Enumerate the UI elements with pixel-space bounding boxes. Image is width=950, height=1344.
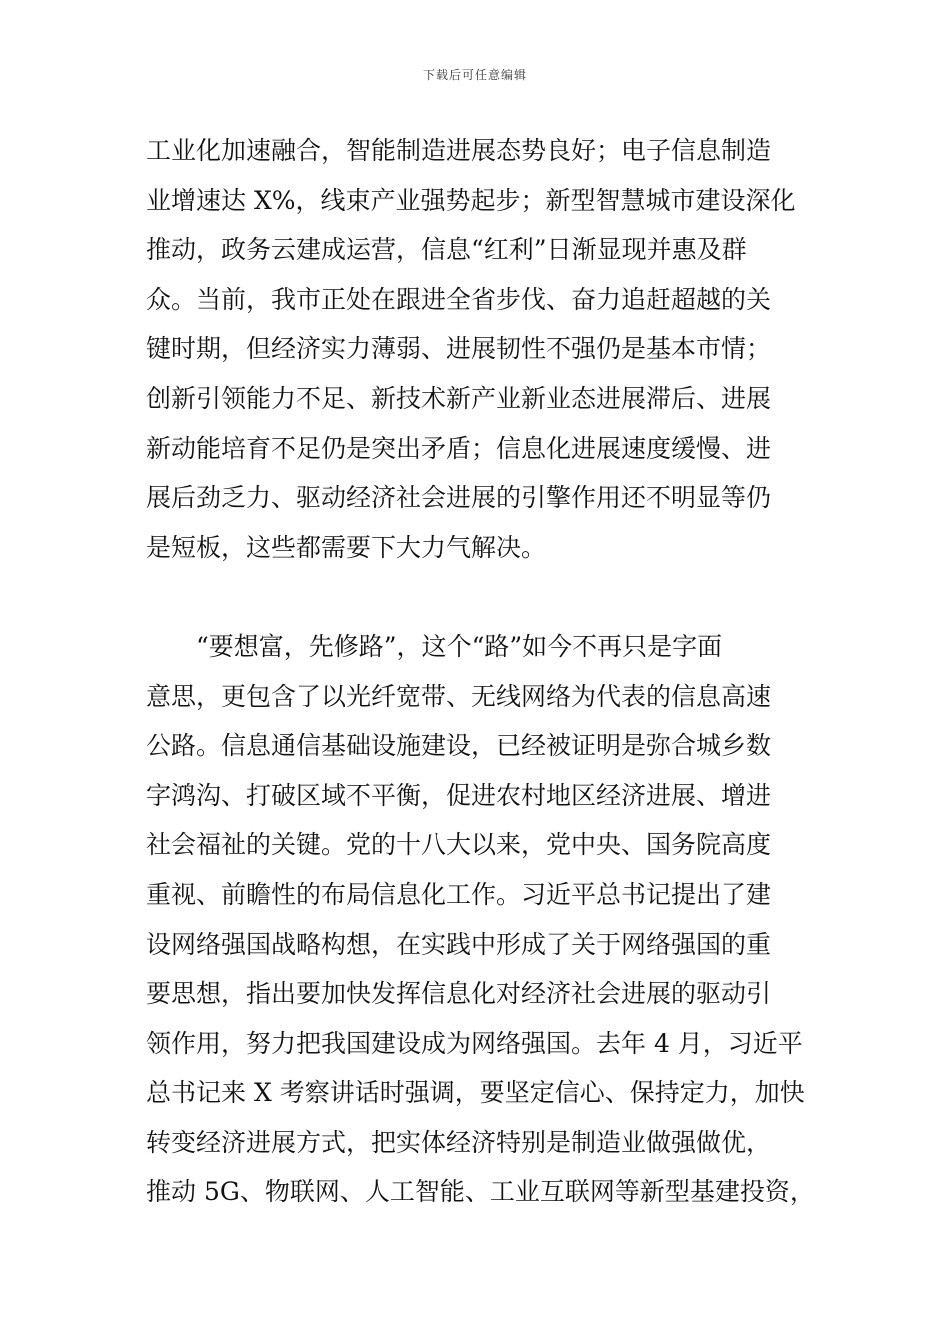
- paragraph-gap: [146, 572, 826, 622]
- text-line: 展后劲乏力、驱动经济社会进展的引擎作用还不明显等仍: [146, 483, 772, 513]
- text-line: 设网络强国战略构想，在实践中形成了关于网络强国的重: [146, 929, 772, 959]
- text-line: 业增速达 X%，线束产业强势起步；新型智慧城市建设深化: [146, 185, 796, 215]
- text-line: 众。当前，我市正处在跟进全省步伐、奋力追赶超越的关: [146, 284, 772, 314]
- text-line: 键时期，但经济实力薄弱、进展韧性不强仍是基本市情；: [146, 334, 772, 364]
- text-line: 工业化加速融合，智能制造进展态势良好；电子信息制造: [146, 136, 772, 165]
- text-line: 字鸿沟、打破区域不平衡，促进农村地区经济进展、增进: [146, 780, 772, 810]
- text-line: 重视、前瞻性的布局信息化工作。习近平总书记提出了建: [146, 879, 772, 909]
- text-line: 总书记来 X 考察讲话时强调，要坚定信心、保持定力，加快: [146, 1078, 805, 1108]
- text-line: 新动能培育不足仍是突出矛盾；信息化进展速度缓慢、进: [146, 433, 772, 463]
- paragraph-2: [146, 622, 826, 1217]
- text-line: 意思，更包含了以光纤宽带、无线网络为代表的信息高速: [146, 681, 772, 711]
- text-line: 创新引领能力不足、新技术新产业新业态进展滞后、进展: [146, 383, 772, 413]
- text-line: 推动 5G、物联网、人工智能、工业互联网等新型基建投资，: [146, 1177, 815, 1207]
- text-line: 推动，政务云建成运营，信息“红利”日渐显现并惠及群: [146, 235, 747, 265]
- document-body: [146, 126, 826, 1217]
- text-line: 要思想，指出要加快发挥信息化对经济社会进展的驱动引: [146, 979, 772, 1009]
- text-line: 是短板，这些都需要下大力气解决。: [146, 532, 547, 562]
- text-line: 公路。信息通信基础设施建设，已经被证明是弥合城乡数: [146, 731, 772, 761]
- paragraph-1: [146, 126, 826, 572]
- text-line: 领作用，努力把我国建设成为网络强国。去年 4 月，习近平: [146, 1028, 803, 1058]
- text-line: “要想富，先修路”，这个“路”如今不再只是字面: [146, 631, 723, 661]
- text-line: 转变经济进展方式，把实体经济特别是制造业做强做优，: [146, 1127, 772, 1157]
- page-header: 下载后可任意编辑: [422, 68, 527, 82]
- text-line: 社会福祉的关键。党的十八大以来，党中央、国务院高度: [146, 830, 772, 860]
